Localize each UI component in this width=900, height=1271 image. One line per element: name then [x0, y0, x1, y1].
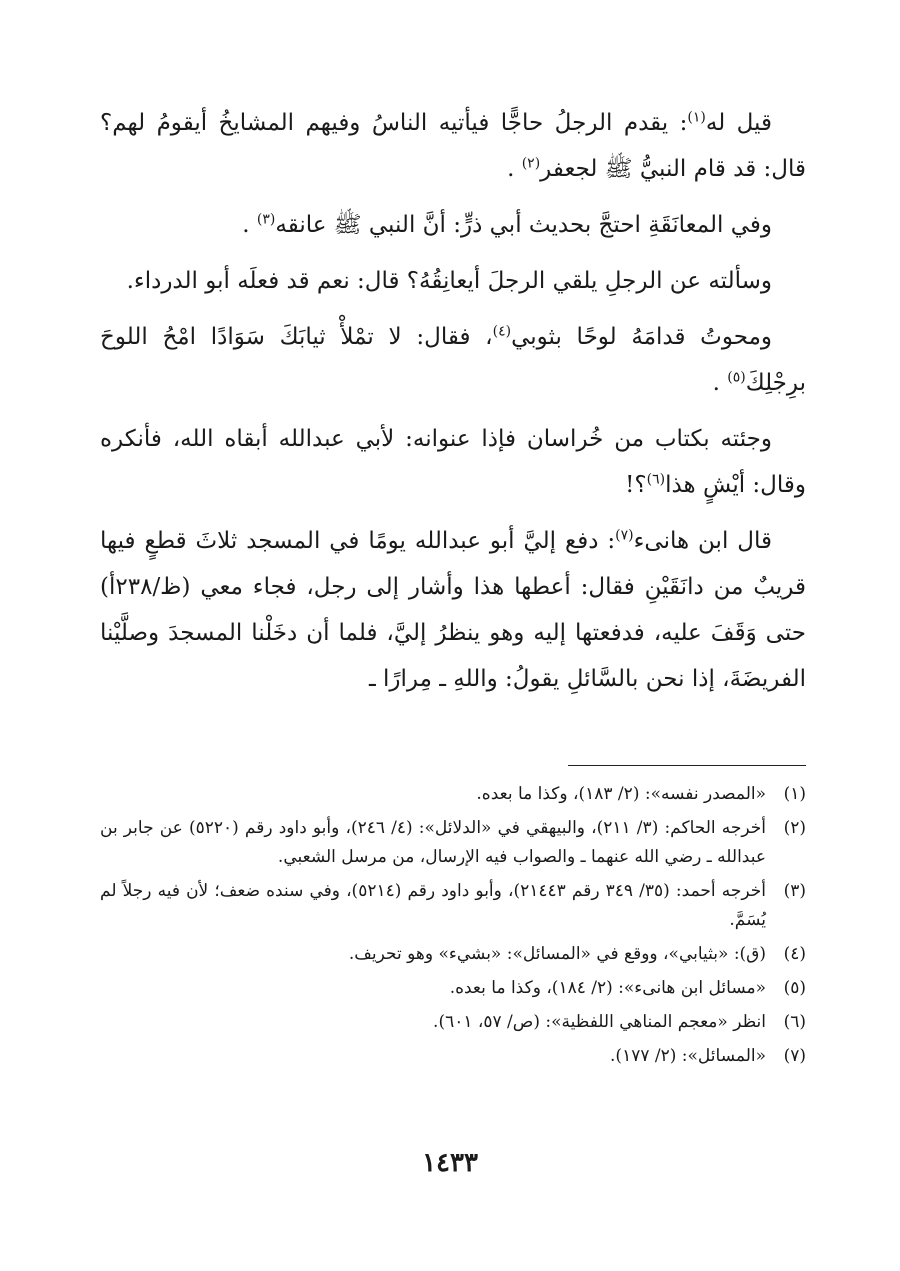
footnote-ref: (١)	[687, 109, 706, 126]
footnote-text: «مسائل ابن هانىء»: (٢/ ١٨٤)، وكذا ما بعده.	[449, 978, 766, 998]
footnote	[100, 1008, 806, 1037]
footnote	[100, 814, 806, 872]
text-run: : يقدم الرجلُ حاجًّا فيأتيه الناسُ وفيهم المشايخُ أيقومُ لهم؟ قال: قد قام النبيُّ ﷺ لجعفر	[100, 110, 806, 182]
footnote-number: (٣)	[783, 881, 806, 901]
text-run: .	[712, 370, 728, 396]
text-run: وسألته عن الرجلِ يلقي الرجلَ أيعانِقُهُ؟ قال: نعم قد فعلَه أبو الدرداء.	[126, 268, 772, 294]
footnote-number: (٢)	[783, 818, 806, 838]
footnote-ref: (٧)	[615, 527, 634, 544]
footnote-number: (٦)	[783, 1012, 806, 1032]
text-run: .	[507, 156, 522, 182]
footnote	[100, 974, 806, 1003]
footnote	[100, 940, 806, 969]
footnote	[100, 1042, 806, 1071]
paragraph	[100, 518, 806, 702]
text-run: ومحوتُ قدامَهُ لوحًا بثوبي	[511, 324, 772, 350]
footnote-ref: (٢)	[521, 155, 541, 172]
footnote-ref: (٣)	[256, 211, 276, 228]
text-run: وفي المعانَقَةِ احتجَّ بحديث أبي ذرٍّ: أنَّ النبي ﷺ عانقه	[275, 212, 772, 238]
footnotes	[100, 780, 806, 1076]
footnote-text: (ق): «بثيابي»، ووقع في «المسائل»: «بشيء» وهو تحريف.	[348, 944, 766, 964]
text-run: ، فقال: لا تمْلأْ ثيابَكَ سَوَادًا امْحُ اللوحَ برِجْلِكَ	[100, 324, 806, 396]
text-run: .	[242, 212, 257, 238]
footnote-ref: (٤)	[492, 323, 512, 340]
main-text	[100, 100, 806, 712]
footnote-ref: (٥)	[727, 369, 746, 386]
text-run: قيل له	[705, 110, 772, 136]
text-run: قال ابن هانىء	[633, 528, 772, 554]
footnote-number: (٧)	[783, 1046, 806, 1066]
paragraph	[100, 314, 806, 406]
text-run: : دفع إليَّ أبو عبدالله يومًا في المسجد ثلاثَ قطعٍ فيها قريبٌ من دانَقَيْنِ فقال: أعطها هذا وأشار إلى رجل، فجاء معي (ظ/٢٣٨أ) حتى وَقَفَ عليه، فدفعتها إليه وهو ينظرُ إليَّ، فلما أن دخَلْنا المسجدَ وصلَّيْنا الفريضَةَ، إذا نحن بالسَّائلِ يقولُ: واللهِ ـ مِرارًا ـ	[100, 528, 806, 692]
paragraph	[100, 258, 806, 304]
footnote-number: (٤)	[783, 944, 806, 964]
footnote-text: «المصدر نفسه»: (٢/ ١٨٣)، وكذا ما بعده.	[476, 784, 766, 804]
footnote-ref: (٦)	[646, 471, 666, 488]
paragraph	[100, 100, 806, 192]
footnote-number: (١)	[783, 784, 806, 804]
footnote	[100, 877, 806, 935]
footnote-text: «المسائل»: (٢/ ١٧٧).	[610, 1046, 766, 1066]
footnote-text: أخرجه الحاكم: (٣/ ٢١١)، والبيهقي في «الدلائل»: (٤/ ٢٤٦)، وأبو داود رقم (٥٢٢٠) عن جابر بن عبدالله ـ رضي الله عنهما ـ والصواب فيه الإرسال، من مرسل الشعبي.	[100, 818, 767, 867]
paragraph	[100, 416, 806, 508]
footnote-text: انظر «معجم المناهي اللفظية»: (ص/ ٥٧، ٦٠١).	[433, 1012, 766, 1032]
footnote-separator	[568, 765, 806, 766]
footnote	[100, 780, 806, 809]
paragraph	[100, 202, 806, 248]
footnote-number: (٥)	[783, 978, 806, 998]
text-run: وجئته بكتاب من خُراسان فإذا عنوانه: لأبي عبدالله أبقاه الله، فأنكره وقال: أيْشٍ هذا	[100, 426, 806, 498]
footnote-text: أخرجه أحمد: (٣٥/ ٣٤٩ رقم ٢١٤٤٣)، وأبو داود رقم (٥٢١٤)، وفي سنده ضعف؛ لأن فيه رجلاً لم يُسَمَّ.	[100, 881, 766, 930]
text-run: ؟!	[625, 472, 647, 498]
page-number: ١٤٣٣	[422, 1148, 478, 1178]
